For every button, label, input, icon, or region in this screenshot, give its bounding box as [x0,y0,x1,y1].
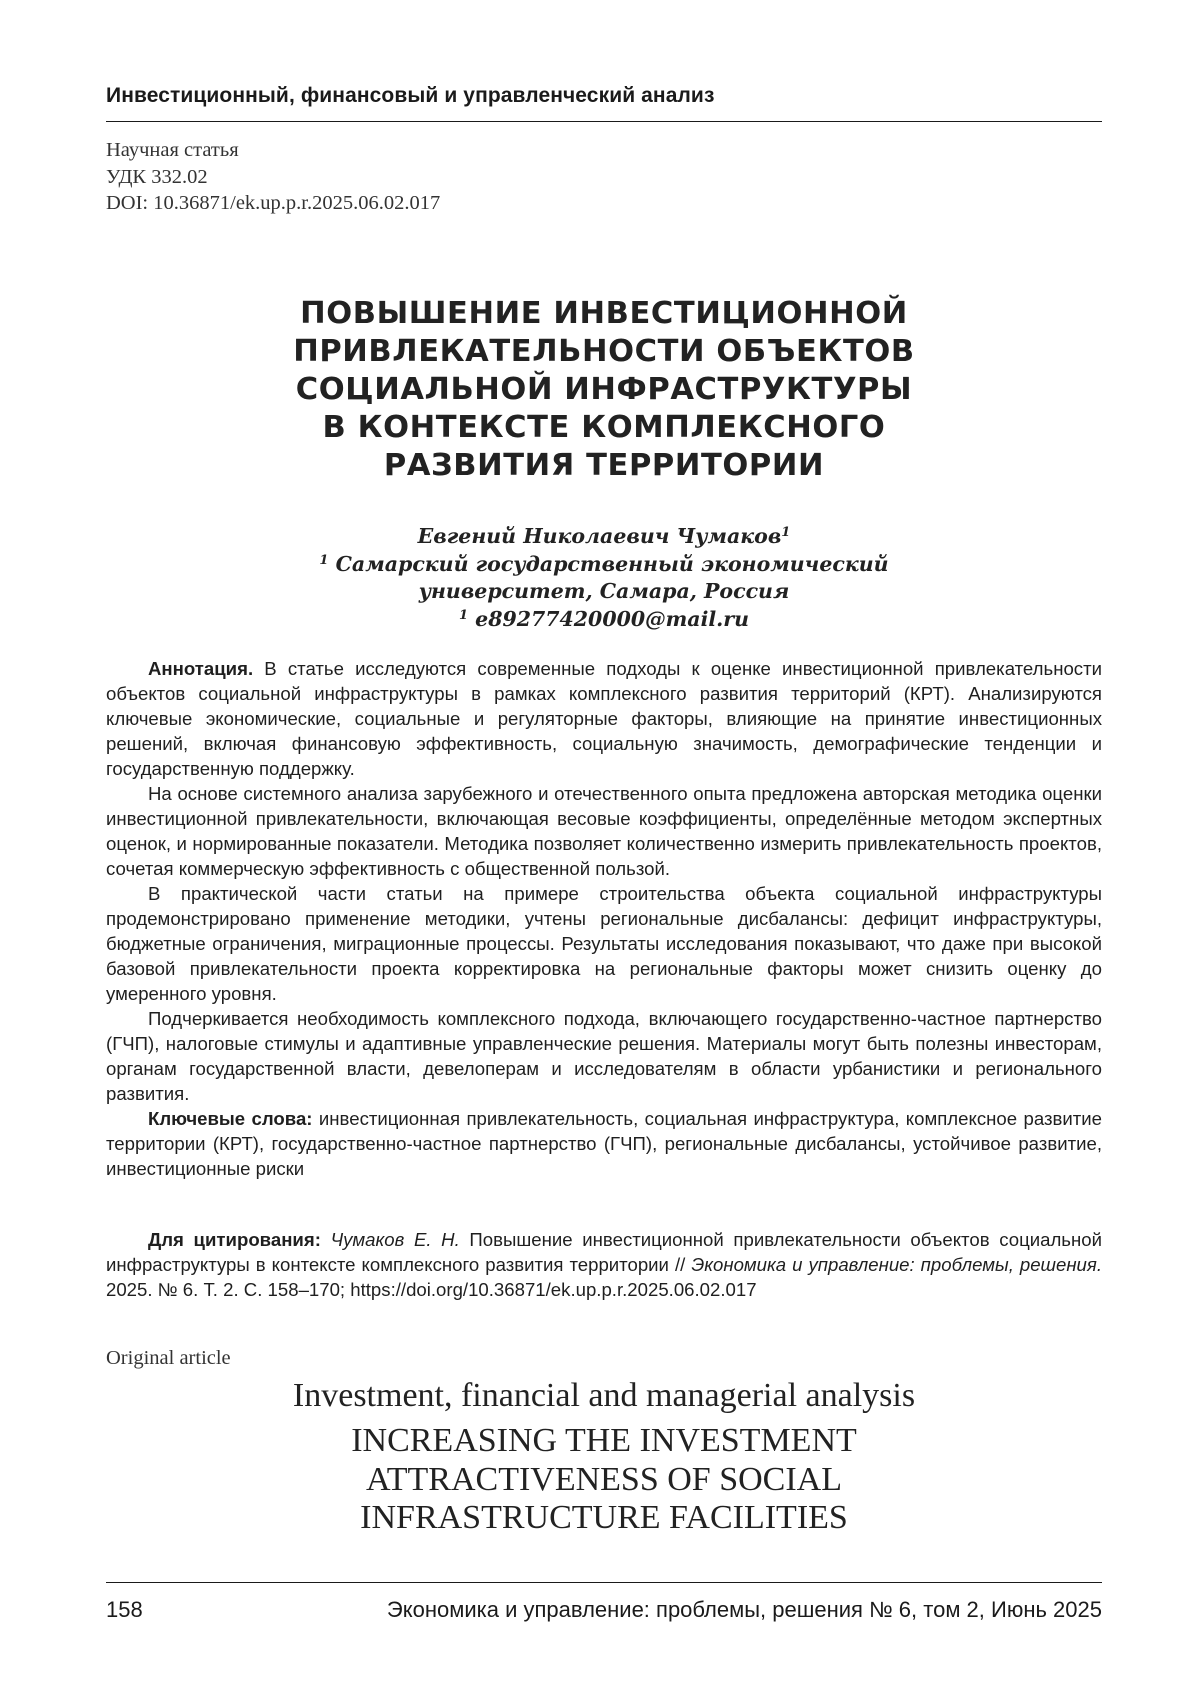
email-sup: 1 [459,608,468,623]
abstract-text: В статье исследуются современные подходы к оценке инвестиционной привлекательности объектов социальной инфраструктуры в рамках комплексного развития территорий (КРТ). Анализируются ключевые экономические, социальные и регуляторные факторы, влияющие на принятие инвестиционных решений, включая финансовую эффективность, социальную значимость, демографические тенденции и государственную поддержку. [106,658,1102,779]
citation-author: Чумаков Е. Н. [331,1229,460,1250]
author-email[interactable]: e89277420000@mail.ru [475,607,749,631]
article-meta [106,137,440,217]
title-line: ПРИВЛЕКАТЕЛЬНОСТИ ОБЪЕКТОВ [180,333,1028,371]
keywords [106,1106,1102,1181]
english-article-type: Original article [106,1347,231,1370]
author-sup: 1 [781,525,790,540]
english-title-line: INFRASTRUCTURE FACILITIES [106,1499,1102,1538]
citation-block [106,1227,1102,1302]
abstract [106,656,1102,1181]
english-section: Investment, financial and managerial analysis [106,1376,1102,1416]
citation-details[interactable]: 2025. № 6. Т. 2. С. 158–170; https://doi.org/10.36871/ek.up.p.r.2025.06.02.017 [106,1279,757,1300]
title-line: В КОНТЕКСТЕ КОМПЛЕКСНОГО [180,409,1028,447]
author-block [180,523,1028,633]
affiliation-line: университет, Самара, Россия [419,579,790,603]
english-title-line: INCREASING THE INVESTMENT [106,1422,1102,1461]
abstract-label: Аннотация. [148,658,253,679]
keywords-label: Ключевые слова: [148,1108,313,1129]
title-line: СОЦИАЛЬНОЙ ИНФРАСТРУКТУРЫ [180,371,1028,409]
english-title-line: ATTRACTIVENESS OF SOCIAL [106,1461,1102,1500]
keywords-text: инвестиционная привлекательность, социальная инфраструктура, комплексное развитие территории (КРТ), государственно-частное партнерство (ГЧП), региональные дисбалансы, устойчивое развитие, инвестиционные риски [106,1108,1102,1179]
citation-text: Повышение инвестиционной привлекательности объектов социальной инфраструктуры в контексте комплексного развития территории // [106,1229,1102,1275]
citation-label: Для цитирования: [148,1229,321,1250]
abstract-paragraph: Подчеркивается необходимость комплексного подхода, включающего государственно-частное партнерство (ГЧП), налоговые стимулы и адаптивные управленческие решения. Материалы могут быть полезны инвесторам, органам государственной власти, девелоперам и исследователям в области урбанистики и регионального развития. [106,1006,1102,1106]
footer-journal: Экономика и управление: проблемы, решения № 6, том 2, Июнь 2025 [387,1597,1102,1623]
title-line: РАЗВИТИЯ ТЕРРИТОРИИ [180,447,1028,485]
running-head: Инвестиционный, финансовый и управленческий анализ [106,84,1102,108]
journal-page [0,0,1200,1698]
header-rule [106,121,1102,122]
abstract-paragraph [106,656,1102,781]
article-title [180,295,1028,485]
article-type: Научная статья [106,137,440,164]
english-title [106,1422,1102,1538]
citation-journal: Экономика и управление: проблемы, решения. [691,1254,1102,1275]
title-line: ПОВЫШЕНИЕ ИНВЕСТИЦИОННОЙ [180,295,1028,333]
abstract-paragraph: В практической части статьи на примере строительства объекта социальной инфраструктуры продемонстрировано применение методики, учтены региональные дисбалансы: дефицит инфраструктуры, бюджетные ограничения, миграционные процессы. Результаты исследования показывают, что даже при высокой базовой привлекательности проекта корректировка на региональные факторы может снизить оценку до умеренного уровня. [106,881,1102,1006]
footer-rule [106,1582,1102,1583]
doi: DOI: 10.36871/ek.up.p.r.2025.06.02.017 [106,190,440,217]
affiliation-sup: 1 [319,553,328,568]
page-number: 158 [106,1597,143,1623]
abstract-paragraph: На основе системного анализа зарубежного и отечественного опыта предложена авторская методика оценки инвестиционной привлекательности, включающая весовые коэффициенты, определённые методом экспертных оценок, и нормированные показатели. Методика позволяет количественно измерить привлекательность проектов, сочетая коммерческую эффективность с общественной пользой. [106,781,1102,881]
author-name: Евгений Николаевич Чумаков [418,524,782,548]
udc-code: УДК 332.02 [106,164,440,191]
affiliation-line: Самарский государственный экономический [336,552,889,576]
